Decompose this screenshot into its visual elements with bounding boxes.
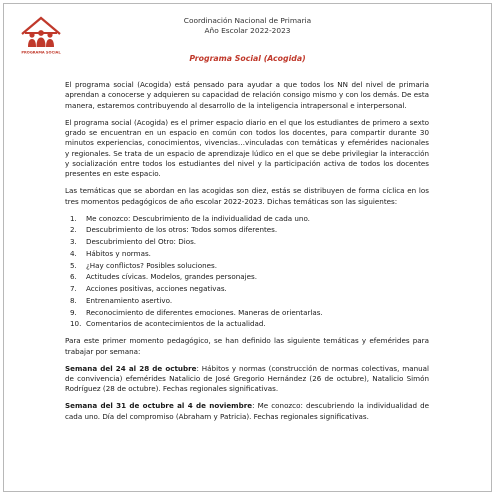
document-header xyxy=(0,16,495,35)
paragraph-weeks-intro: Para este primer momento pedagógico, se han definido las siguiente temáticas y efemérides para trabajar por semana: xyxy=(65,336,429,356)
list-item: 3. Descubrimiento del Otro: Dios. xyxy=(70,237,197,247)
week-label: Semana del 24 al 28 de octubre xyxy=(65,363,197,373)
list-item: 1. Me conozco: Descubrimiento de la individualidad de cada uno. xyxy=(70,213,310,223)
week-label: Semana del 31 de octubre al 4 de noviembre xyxy=(65,401,253,411)
week-description: : Me conozco: descubriendo la individualidad de cada uno. Día del compromiso (Abraham y Patricia). Fechas regionales significativas. xyxy=(65,401,429,421)
document-body xyxy=(65,80,429,429)
list-item: 4. Hábitos y normas. xyxy=(70,248,151,258)
list-item: 9. Reconocimiento de diferentes emociones. Maneras de orientarlas. xyxy=(70,307,323,317)
paragraph-description: El programa social (Acogida) es el primer espacio diario en el que los estudiantes de primero a sexto grado se encuentran en un espacio en común con todos los docentes, para compartir durante 30 minutos experiencias, conocimientos, vivencias…vinculadas con temáticas y efemérides nacionales y regionales. Se trata de un espacio de aprendizaje lúdico en el que se debe privilegiar la interacción y socialización entre todos los estudiantes del nivel y la participación activa de todos los docentes presentes en este espacio. xyxy=(65,117,429,179)
topics-list xyxy=(65,214,429,330)
header-school-year: Año Escolar 2022-2023 xyxy=(204,25,291,35)
paragraph-topics-intro: Las temáticas que se abordan en las acogidas son diez, estás se distribuyen de forma cíclica en los tres momentos pedagógicos de año escolar 2022-2023. Dichas temáticas son las siguientes: xyxy=(65,186,429,206)
week-entry xyxy=(65,401,429,422)
paragraph-intro: El programa social (Acogida) está pensado para ayudar a que todos los NN del nivel de primaria aprendan a conocerse y adquieren su capacidad de relación consigo mismo y con los demás. De esta manera, estaremos contribuyendo al desarrollo de la inteligencia intrapersonal e interpersonal. xyxy=(65,80,429,110)
week-entry xyxy=(65,364,429,395)
week-description: : Hábitos y normas (construcción de normas colectivas, manual de convivencia) efemérides Natalicio de José Gregorio Hernández (26 de octubre), Natalicio Simón Rodríguez (28 de octubre). Fechas regionales significativas. xyxy=(65,363,430,394)
list-item: 5. ¿Hay conflictos? Posibles soluciones. xyxy=(70,260,218,270)
document-title: Programa Social (Acogida) xyxy=(189,54,306,63)
list-item: 8. Entrenamiento asertivo. xyxy=(70,295,173,305)
header-coordination: Coordinación Nacional de Primaria xyxy=(183,16,312,25)
list-item: 6. Actitudes cívicas. Modelos, grandes personajes. xyxy=(70,272,257,282)
list-item: 10. Comentarios de acontecimientos de la actualidad. xyxy=(70,319,266,329)
list-item: 7. Acciones positivas, acciones negativas. xyxy=(70,284,227,294)
svg-text:PROGRAMA SOCIAL: PROGRAMA SOCIAL xyxy=(21,50,61,55)
list-item: 2. Descubrimiento de los otros: Todos somos diferentes. xyxy=(70,225,278,235)
